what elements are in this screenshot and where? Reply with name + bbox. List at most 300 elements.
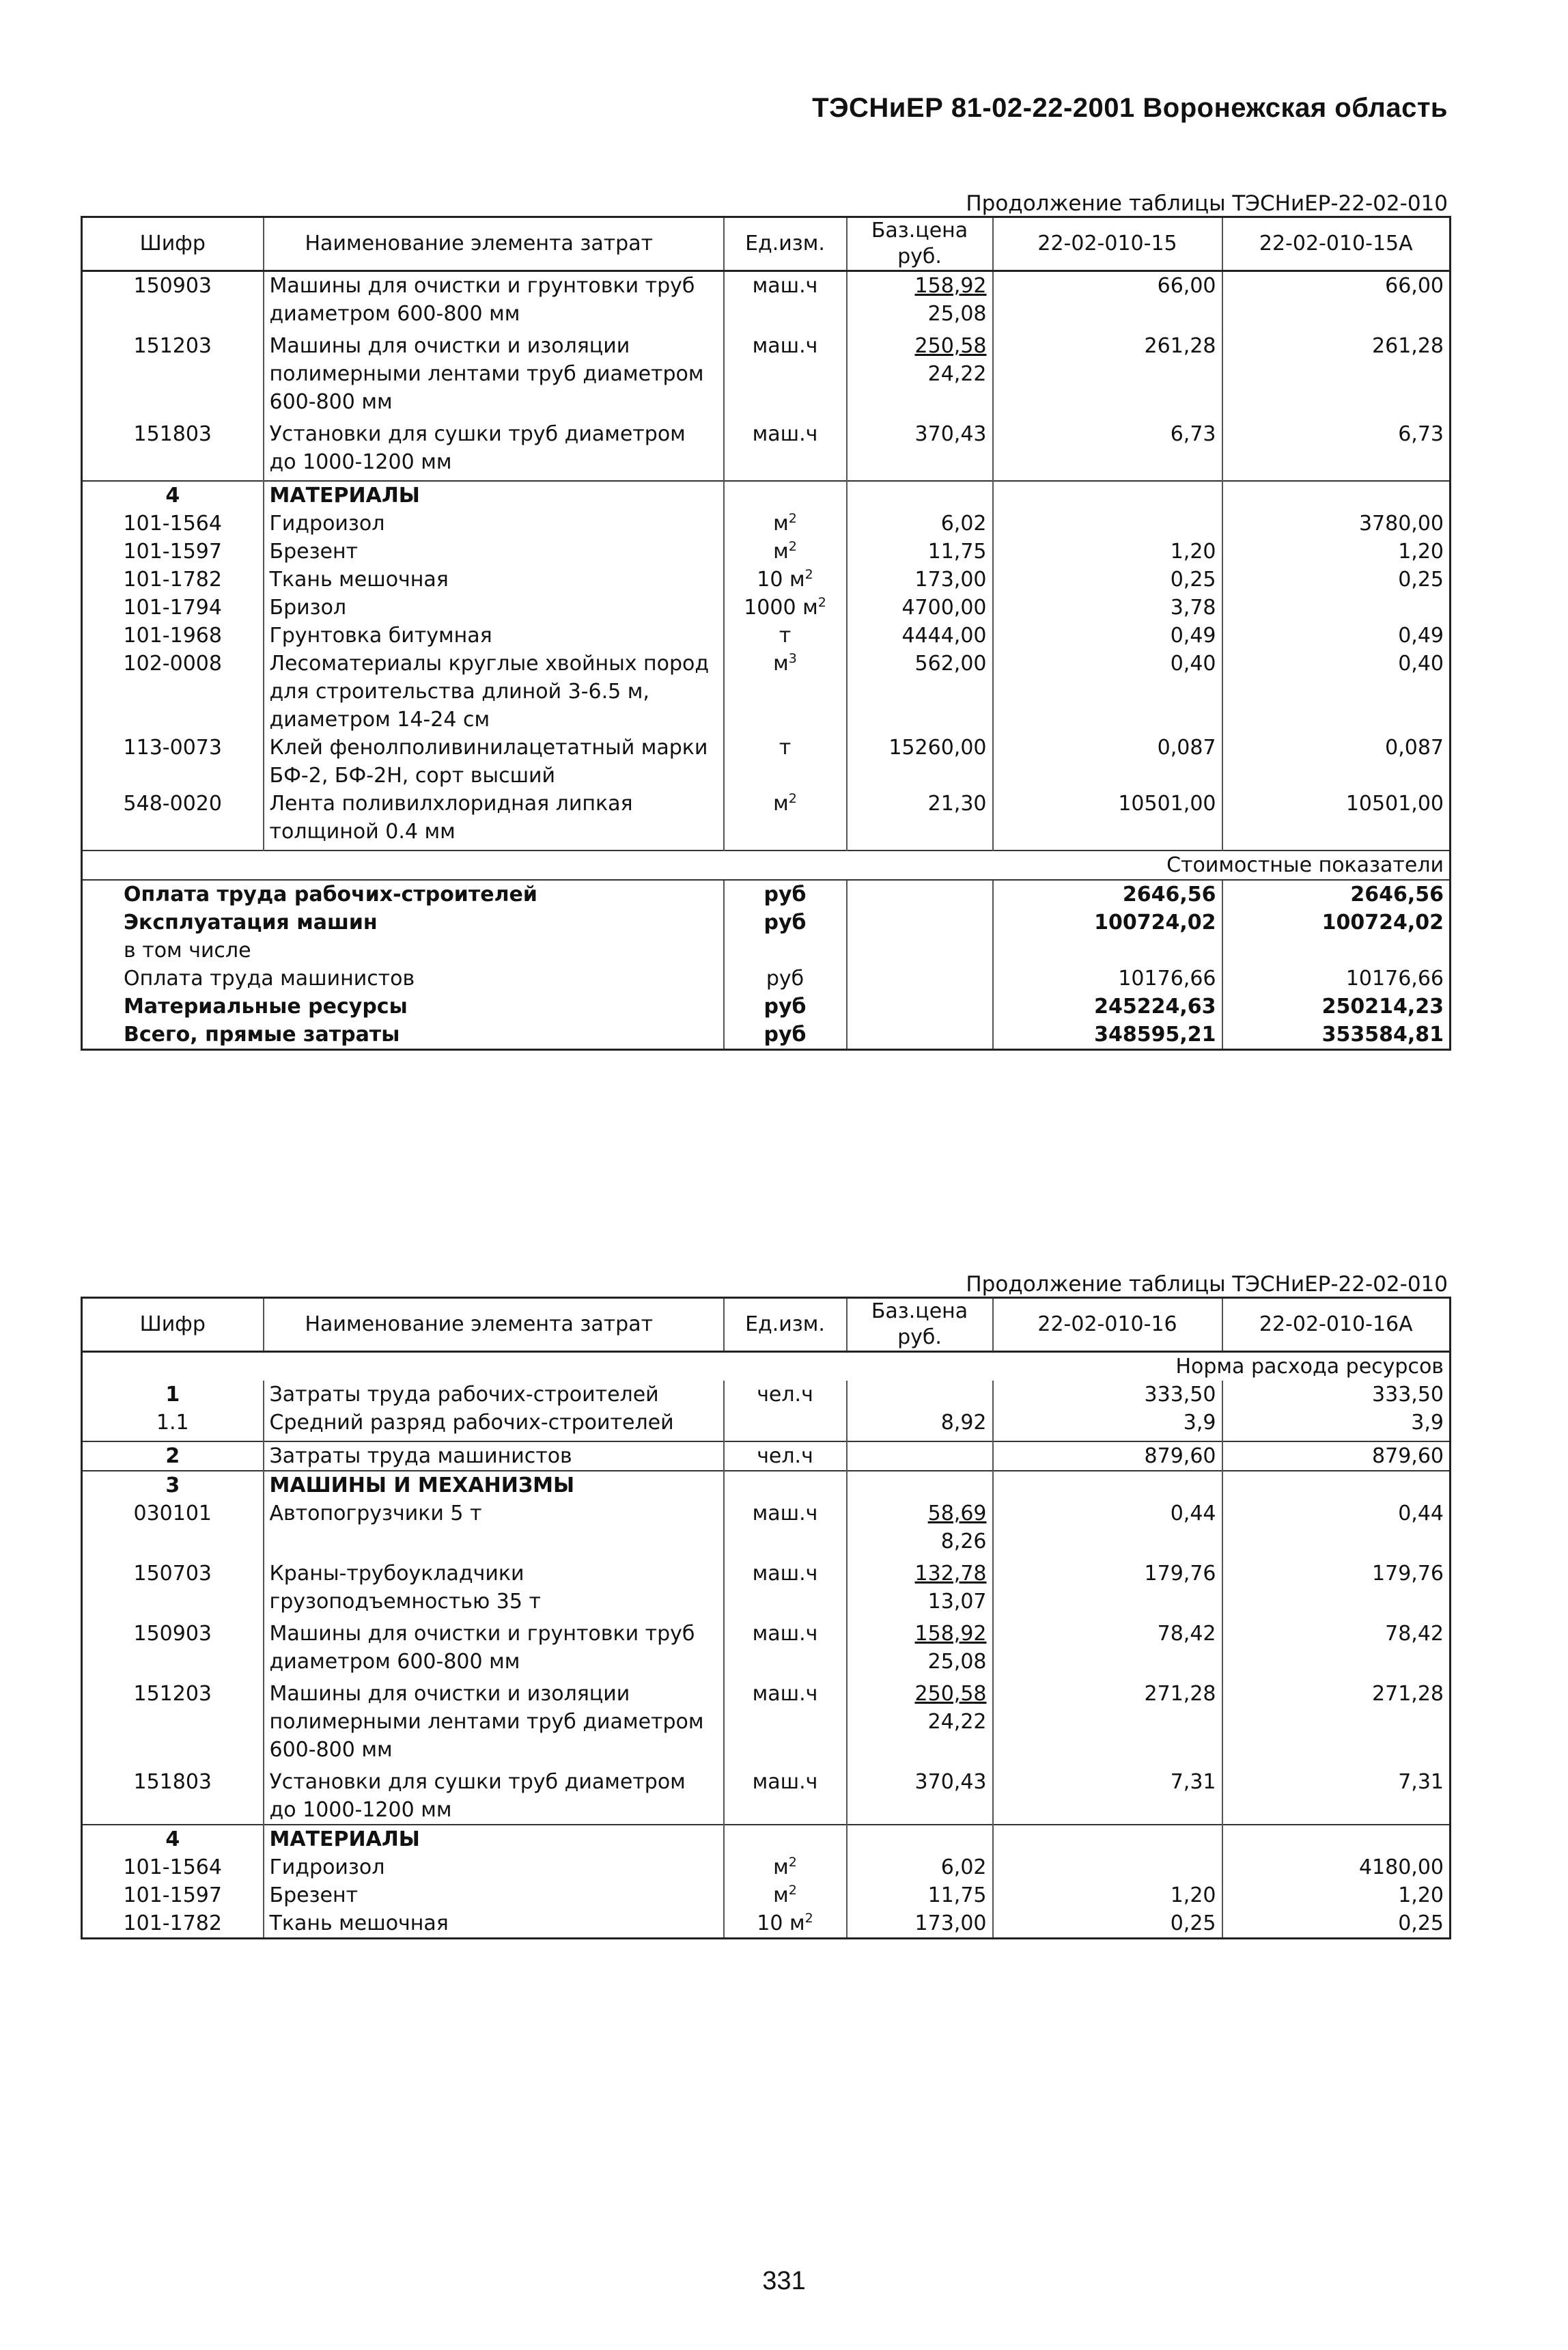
- base-price-cell: [847, 271, 993, 329]
- table2-body: [82, 1298, 1451, 1939]
- summary-unit: руб: [724, 909, 847, 937]
- base-price: 11,75: [927, 540, 987, 564]
- base-price-cell: [847, 1881, 993, 1909]
- code-cell: 1.1: [156, 1411, 189, 1435]
- value-cell-a: 0,44: [993, 1499, 1222, 1556]
- base-price-cell: [847, 1441, 993, 1471]
- material-row: [82, 566, 1451, 594]
- unit-cell: чел.ч: [724, 1381, 847, 1409]
- name-cell: Автопогрузчики 5 т: [264, 1499, 724, 1556]
- value-cell-b: 3,9: [1222, 1409, 1451, 1437]
- labor-row: [82, 1381, 1451, 1409]
- unit-cell: [724, 538, 847, 566]
- empty-cell: [847, 846, 993, 851]
- name-cell: Лента поливилхлоридная липкая толщиной 0.4 мм: [264, 790, 724, 846]
- col-header-unit: Ед.изм.: [724, 217, 847, 271]
- base-price-cell: [847, 790, 993, 846]
- col-header-code-16a: 22-02-010-16А: [1222, 1298, 1451, 1352]
- base-price-cell: [847, 1853, 993, 1881]
- unit-text: 10 м: [757, 1911, 805, 1935]
- empty-cell: [847, 909, 993, 937]
- resource-norm-label: [82, 1352, 1451, 1381]
- unit-text: м: [773, 1883, 789, 1907]
- empty-cell: [847, 476, 993, 481]
- value-cell-a: 6,73: [993, 420, 1222, 476]
- empty-cell: [724, 1437, 847, 1441]
- material-row: [82, 538, 1451, 566]
- code-cell: 101-1782: [123, 1911, 222, 1935]
- empty-cell: [1222, 476, 1451, 481]
- summary-row: [82, 909, 1451, 937]
- cost-indicators-label: [82, 851, 1451, 880]
- unit-cell: [724, 594, 847, 622]
- code-cell: 101-1564: [123, 1855, 222, 1879]
- summary-value-a: [993, 937, 1222, 965]
- name-cell: Лесоматериалы круглые хвойных пород для строительства длиной 3-6.5 м, диаметром 14-24 см: [264, 650, 724, 734]
- summary-name: Эксплуатация машин: [124, 911, 378, 935]
- summary-row: [82, 965, 1451, 993]
- empty-cell: [1222, 1471, 1451, 1499]
- name-cell: Бризол: [264, 594, 724, 622]
- value-cell-a: 1,20: [993, 1881, 1222, 1909]
- empty-cell: [724, 846, 847, 851]
- material-row: [82, 594, 1451, 622]
- base-price-cell: [847, 1499, 993, 1556]
- value-cell-a: 78,42: [993, 1620, 1222, 1676]
- base-price: 11,75: [927, 1883, 987, 1907]
- value-cell-a: 0,25: [993, 1909, 1222, 1939]
- value-cell-b: 0,25: [1222, 566, 1451, 594]
- name-cell: Гидроизол: [264, 1853, 724, 1881]
- base-price: 173,00: [914, 568, 987, 592]
- machinist-wage-price: 8,26: [940, 1530, 987, 1553]
- empty-cell: [1222, 481, 1451, 510]
- empty-cell: [724, 481, 847, 510]
- unit-cell: маш.ч: [724, 1499, 847, 1556]
- base-price: 370,43: [914, 1770, 987, 1794]
- base-price-cell: [847, 1680, 993, 1764]
- value-cell-a: 0,25: [993, 566, 1222, 594]
- name-cell: Машины для очистки и грунтовки труб диаметром 600-800 мм: [264, 1620, 724, 1676]
- empty-cell: [847, 880, 993, 909]
- machine-row: [82, 1680, 1451, 1764]
- unit-cell: маш.ч: [724, 1560, 847, 1616]
- base-price-cell: [847, 420, 993, 476]
- code-cell: 101-1597: [123, 1883, 222, 1907]
- value-cell-b: 333,50: [1222, 1381, 1451, 1409]
- machine-row: [82, 271, 1451, 329]
- base-price: 173,00: [914, 1911, 987, 1935]
- base-price-cell: [847, 1768, 993, 1825]
- base-price-cell: [847, 538, 993, 566]
- section-number: 4: [82, 481, 264, 510]
- base-price-cell: [847, 1909, 993, 1939]
- estimate-table-2: [81, 1297, 1451, 1939]
- base-price: 250,58: [914, 1682, 987, 1706]
- summary-value-a: 245224,63: [993, 993, 1222, 1021]
- base-price-cell: [847, 1620, 993, 1676]
- name-cell: Клей фенолполивинилацетатный марки БФ-2, БФ-2Н, сорт высший: [264, 734, 724, 790]
- unit-cell: [724, 622, 847, 650]
- section-title: МАШИНЫ И МЕХАНИЗМЫ: [264, 1471, 724, 1499]
- materials-section-row: [82, 481, 1451, 510]
- unit-superscript: 2: [788, 791, 797, 806]
- code-cell: 548-0020: [123, 792, 222, 816]
- value-cell-b: 0,087: [1222, 734, 1451, 790]
- summary-row: [82, 937, 1451, 965]
- labor-row: [82, 1441, 1451, 1471]
- summary-value-a: 100724,02: [993, 909, 1222, 937]
- base-price: 158,92: [914, 274, 987, 298]
- empty-cell: [847, 1825, 993, 1853]
- unit-superscript: 2: [788, 511, 797, 526]
- summary-unit: [724, 937, 847, 965]
- base-price-cell: [847, 622, 993, 650]
- value-cell-b: 879,60: [1222, 1441, 1451, 1471]
- value-cell-a: 0,40: [993, 650, 1222, 734]
- summary-value-a: 348595,21: [993, 1021, 1222, 1050]
- value-cell-a: [993, 510, 1222, 538]
- value-cell-a: 7,31: [993, 1768, 1222, 1825]
- value-cell-b: 0,49: [1222, 622, 1451, 650]
- material-row: [82, 734, 1451, 790]
- unit-cell: [724, 1853, 847, 1881]
- col-header-code-16: 22-02-010-16: [993, 1298, 1222, 1352]
- name-cell: Грунтовка битумная: [264, 622, 724, 650]
- empty-cell: [847, 1471, 993, 1499]
- empty-cell: [724, 1825, 847, 1853]
- machinist-wage-price: 24,22: [927, 1710, 987, 1734]
- code-cell: 101-1968: [123, 624, 222, 648]
- unit-cell: [724, 510, 847, 538]
- unit-cell: маш.ч: [724, 1680, 847, 1764]
- summary-value-b: 100724,02: [1222, 909, 1451, 937]
- value-cell-a: 3,9: [993, 1409, 1222, 1437]
- labor-row: [82, 1409, 1451, 1437]
- table2-header-row: [82, 1298, 1451, 1352]
- name-cell: Машины для очистки и грунтовки труб диаметром 600-800 мм: [264, 271, 724, 329]
- summary-row: [82, 880, 1451, 909]
- base-price: 15260,00: [888, 736, 987, 760]
- name-cell: Брезент: [264, 1881, 724, 1909]
- empty-cell: [847, 965, 993, 993]
- col-header-unit: Ед.изм.: [724, 1298, 847, 1352]
- col-header-name: Наименование элемента затрат: [264, 1298, 724, 1352]
- code-cell: 2: [82, 1441, 264, 1471]
- unit-cell: [724, 734, 847, 790]
- base-price-cell: [847, 734, 993, 790]
- value-cell-b: 0,44: [1222, 1499, 1451, 1556]
- empty-cell: [1222, 1825, 1451, 1853]
- value-cell-b: 6,73: [1222, 420, 1451, 476]
- name-cell: Затраты труда машинистов: [264, 1441, 724, 1471]
- unit-text: 1000 м: [744, 596, 818, 620]
- base-price-cell: [847, 594, 993, 622]
- name-cell: Краны-трубоукладчики грузоподъемностью 35 т: [264, 1560, 724, 1616]
- table1-body: [82, 217, 1451, 1050]
- unit-cell: [724, 1909, 847, 1939]
- code-cell: 101-1597: [123, 540, 222, 564]
- summary-value-a: 2646,56: [993, 880, 1222, 909]
- base-price: 250,58: [914, 334, 987, 358]
- name-cell: Установки для сушки труб диаметром до 1000-1200 мм: [264, 1768, 724, 1825]
- empty-cell: [847, 1437, 993, 1441]
- machinist-wage-price: 13,07: [927, 1590, 987, 1614]
- unit-text: м: [773, 1855, 789, 1879]
- empty-cell: [82, 846, 264, 851]
- spacer-row: [82, 476, 1451, 481]
- empty-cell: [847, 937, 993, 965]
- col-header-code: Шифр: [82, 217, 264, 271]
- unit-cell: маш.ч: [724, 271, 847, 329]
- value-cell-a: 66,00: [993, 271, 1222, 329]
- summary-value-b: 353584,81: [1222, 1021, 1451, 1050]
- document-header: ТЭСНиЕР 81-02-22-2001 Воронежская область: [812, 93, 1448, 123]
- empty-cell: [1222, 846, 1451, 851]
- name-cell: Ткань мешочная: [264, 566, 724, 594]
- value-cell-a: 0,087: [993, 734, 1222, 790]
- summary-unit: руб: [724, 993, 847, 1021]
- col-header-price: Баз.цена руб.: [847, 1298, 993, 1352]
- value-cell-a: 1,20: [993, 538, 1222, 566]
- unit-cell: маш.ч: [724, 1620, 847, 1676]
- machines-section-row: [82, 1471, 1451, 1499]
- value-cell-a: 879,60: [993, 1441, 1222, 1471]
- summary-unit: руб: [724, 965, 847, 993]
- base-price: 6,02: [940, 512, 987, 536]
- name-cell: Машины для очистки и изоляции полимерными лентами труб диаметром 600-800 мм: [264, 1680, 724, 1764]
- material-row: [82, 650, 1451, 734]
- base-price-cell: [847, 650, 993, 734]
- unit-cell: маш.ч: [724, 420, 847, 476]
- summary-name: в том числе: [124, 939, 251, 963]
- base-price-cell: [847, 510, 993, 538]
- machine-row: [82, 1560, 1451, 1616]
- materials-section-row: [82, 1825, 1451, 1853]
- name-cell: Брезент: [264, 538, 724, 566]
- summary-value-b: 2646,56: [1222, 880, 1451, 909]
- value-cell-b: 261,28: [1222, 332, 1451, 416]
- table1-caption: Продолжение таблицы ТЭСНиЕР-22-02-010: [966, 191, 1448, 216]
- base-price-cell: [847, 1560, 993, 1616]
- code-cell: 101-1564: [123, 512, 222, 536]
- empty-cell: [264, 1437, 724, 1441]
- empty-cell: [264, 476, 724, 481]
- value-cell-b: 78,42: [1222, 1620, 1451, 1676]
- unit-superscript: 2: [788, 1883, 797, 1898]
- material-row: [82, 1853, 1451, 1881]
- code-cell: 113-0073: [123, 736, 222, 760]
- empty-cell: [847, 1021, 993, 1050]
- table1-header-row: [82, 217, 1451, 271]
- base-price: 6,02: [940, 1855, 987, 1879]
- value-cell-b: 7,31: [1222, 1768, 1451, 1825]
- base-price: 132,78: [914, 1562, 987, 1586]
- spacer-row: [82, 846, 1451, 851]
- unit-cell: [724, 790, 847, 846]
- value-cell-a: 3,78: [993, 594, 1222, 622]
- value-cell-a: 261,28: [993, 332, 1222, 416]
- value-cell-b: 1,20: [1222, 538, 1451, 566]
- value-cell-a: [993, 1853, 1222, 1881]
- value-cell-b: 66,00: [1222, 271, 1451, 329]
- unit-superscript: 2: [804, 567, 813, 582]
- unit-text: м: [773, 512, 789, 536]
- empty-cell: [993, 846, 1222, 851]
- material-row: [82, 790, 1451, 846]
- summary-name: Материальные ресурсы: [124, 995, 408, 1019]
- value-cell-b: 10501,00: [1222, 790, 1451, 846]
- code-cell: 102-0008: [123, 652, 222, 676]
- unit-superscript: 3: [788, 651, 797, 666]
- code-cell: 101-1794: [123, 596, 222, 620]
- unit-superscript: 2: [804, 1911, 813, 1926]
- machine-row: [82, 332, 1451, 416]
- unit-cell: [724, 1881, 847, 1909]
- spacer-row: [82, 1437, 1451, 1441]
- value-cell-a: 0,49: [993, 622, 1222, 650]
- value-cell-b: [1222, 594, 1451, 622]
- section-title: МАТЕРИАЛЫ: [264, 481, 724, 510]
- code-cell: 151203: [133, 1682, 212, 1706]
- value-cell-a: 179,76: [993, 1560, 1222, 1616]
- section-number: 3: [82, 1471, 264, 1499]
- code-cell: 030101: [133, 1502, 212, 1525]
- unit-cell: маш.ч: [724, 332, 847, 416]
- name-cell: Установки для сушки труб диаметром до 1000-1200 мм: [264, 420, 724, 476]
- empty-cell: [847, 481, 993, 510]
- machine-row: [82, 1499, 1451, 1556]
- summary-name: Всего, прямые затраты: [124, 1023, 400, 1047]
- base-price: 370,43: [914, 422, 987, 446]
- col-header-code: Шифр: [82, 1298, 264, 1352]
- name-cell: Затраты труда рабочих-строителей: [264, 1381, 724, 1409]
- base-price-cell: [847, 1381, 993, 1409]
- summary-unit: руб: [724, 880, 847, 909]
- name-cell: Гидроизол: [264, 510, 724, 538]
- summary-value-b: [1222, 937, 1451, 965]
- empty-cell: [993, 1471, 1222, 1499]
- value-cell-b: 179,76: [1222, 1560, 1451, 1616]
- empty-cell: [993, 476, 1222, 481]
- cost-indicators-label-text: Стоимостные показатели: [82, 851, 1451, 880]
- value-cell-b: 271,28: [1222, 1680, 1451, 1764]
- empty-cell: [993, 481, 1222, 510]
- machinist-wage-price: 25,08: [927, 302, 987, 326]
- unit-text: 10 м: [757, 568, 805, 592]
- col-header-price: Баз.цена руб.: [847, 217, 993, 271]
- base-price: 158,92: [914, 1622, 987, 1646]
- name-cell: Машины для очистки и изоляции полимерными лентами труб диаметром 600-800 мм: [264, 332, 724, 416]
- table2-caption: Продолжение таблицы ТЭСНиЕР-22-02-010: [966, 1272, 1448, 1297]
- resource-norm-label-text: Норма расхода ресурсов: [82, 1352, 1451, 1381]
- material-row: [82, 1881, 1451, 1909]
- empty-cell: [724, 476, 847, 481]
- section-title: МАТЕРИАЛЫ: [264, 1825, 724, 1853]
- base-price: 562,00: [914, 652, 987, 676]
- unit-cell: [724, 566, 847, 594]
- empty-cell: [82, 1437, 264, 1441]
- page-number: 331: [762, 2267, 806, 2295]
- estimate-table-1: [81, 216, 1451, 1051]
- summary-row: [82, 993, 1451, 1021]
- base-price: 21,30: [927, 792, 987, 816]
- empty-cell: [82, 476, 264, 481]
- empty-cell: [993, 1825, 1222, 1853]
- code-cell: 151803: [133, 1770, 212, 1794]
- base-price: 58,69: [927, 1502, 987, 1525]
- unit-text: т: [779, 736, 792, 760]
- machine-row: [82, 1620, 1451, 1676]
- unit-text: т: [779, 624, 792, 648]
- name-cell: Средний разряд рабочих-строителей: [264, 1409, 724, 1437]
- empty-cell: [993, 1437, 1222, 1441]
- col-header-name: Наименование элемента затрат: [264, 217, 724, 271]
- value-cell-b: 3780,00: [1222, 510, 1451, 538]
- base-price: 4700,00: [901, 596, 987, 620]
- summary-unit: руб: [724, 1021, 847, 1050]
- unit-cell: [724, 650, 847, 734]
- col-header-code-15: 22-02-010-15: [993, 217, 1222, 271]
- summary-name: Оплата труда машинистов: [124, 967, 415, 991]
- unit-text: м: [773, 540, 789, 564]
- material-row: [82, 1909, 1451, 1939]
- unit-superscript: 2: [817, 595, 826, 610]
- unit-cell: чел.ч: [724, 1441, 847, 1471]
- code-cell: 150703: [133, 1562, 212, 1586]
- col-header-code-15a: 22-02-010-15А: [1222, 217, 1451, 271]
- summary-value-a: 10176,66: [993, 965, 1222, 993]
- code-cell: 1: [165, 1383, 180, 1407]
- value-cell-b: 1,20: [1222, 1881, 1451, 1909]
- unit-text: м: [773, 792, 789, 816]
- base-price: 4444,00: [901, 624, 987, 648]
- machine-row: [82, 420, 1451, 476]
- empty-cell: [1222, 1437, 1451, 1441]
- machinist-wage-price: 25,08: [927, 1650, 987, 1674]
- unit-cell: [724, 1409, 847, 1437]
- value-cell-a: 271,28: [993, 1680, 1222, 1764]
- unit-superscript: 2: [788, 1855, 797, 1870]
- value-cell-b: 0,25: [1222, 1909, 1451, 1939]
- unit-superscript: 2: [788, 539, 797, 554]
- unit-text: м: [773, 652, 789, 676]
- value-cell-b: 4180,00: [1222, 1853, 1451, 1881]
- value-cell-a: 10501,00: [993, 790, 1222, 846]
- unit-cell: маш.ч: [724, 1768, 847, 1825]
- code-cell: 151803: [133, 422, 212, 446]
- value-cell-a: 333,50: [993, 1381, 1222, 1409]
- summary-value-b: 10176,66: [1222, 965, 1451, 993]
- empty-cell: [847, 993, 993, 1021]
- summary-row: [82, 1021, 1451, 1050]
- code-cell: 101-1782: [123, 568, 222, 592]
- code-cell: 151203: [133, 334, 212, 358]
- base-price-cell: 8,92: [847, 1409, 993, 1437]
- code-cell: 150903: [133, 274, 212, 298]
- base-price-cell: [847, 332, 993, 416]
- code-cell: 150903: [133, 1622, 212, 1646]
- empty-cell: [724, 1471, 847, 1499]
- empty-cell: [264, 846, 724, 851]
- summary-value-b: 250214,23: [1222, 993, 1451, 1021]
- machine-row: [82, 1768, 1451, 1825]
- material-row: [82, 510, 1451, 538]
- summary-name: Оплата труда рабочих-строителей: [82, 880, 724, 909]
- name-cell: Ткань мешочная: [264, 1909, 724, 1939]
- base-price-cell: [847, 566, 993, 594]
- machinist-wage-price: 24,22: [927, 362, 987, 386]
